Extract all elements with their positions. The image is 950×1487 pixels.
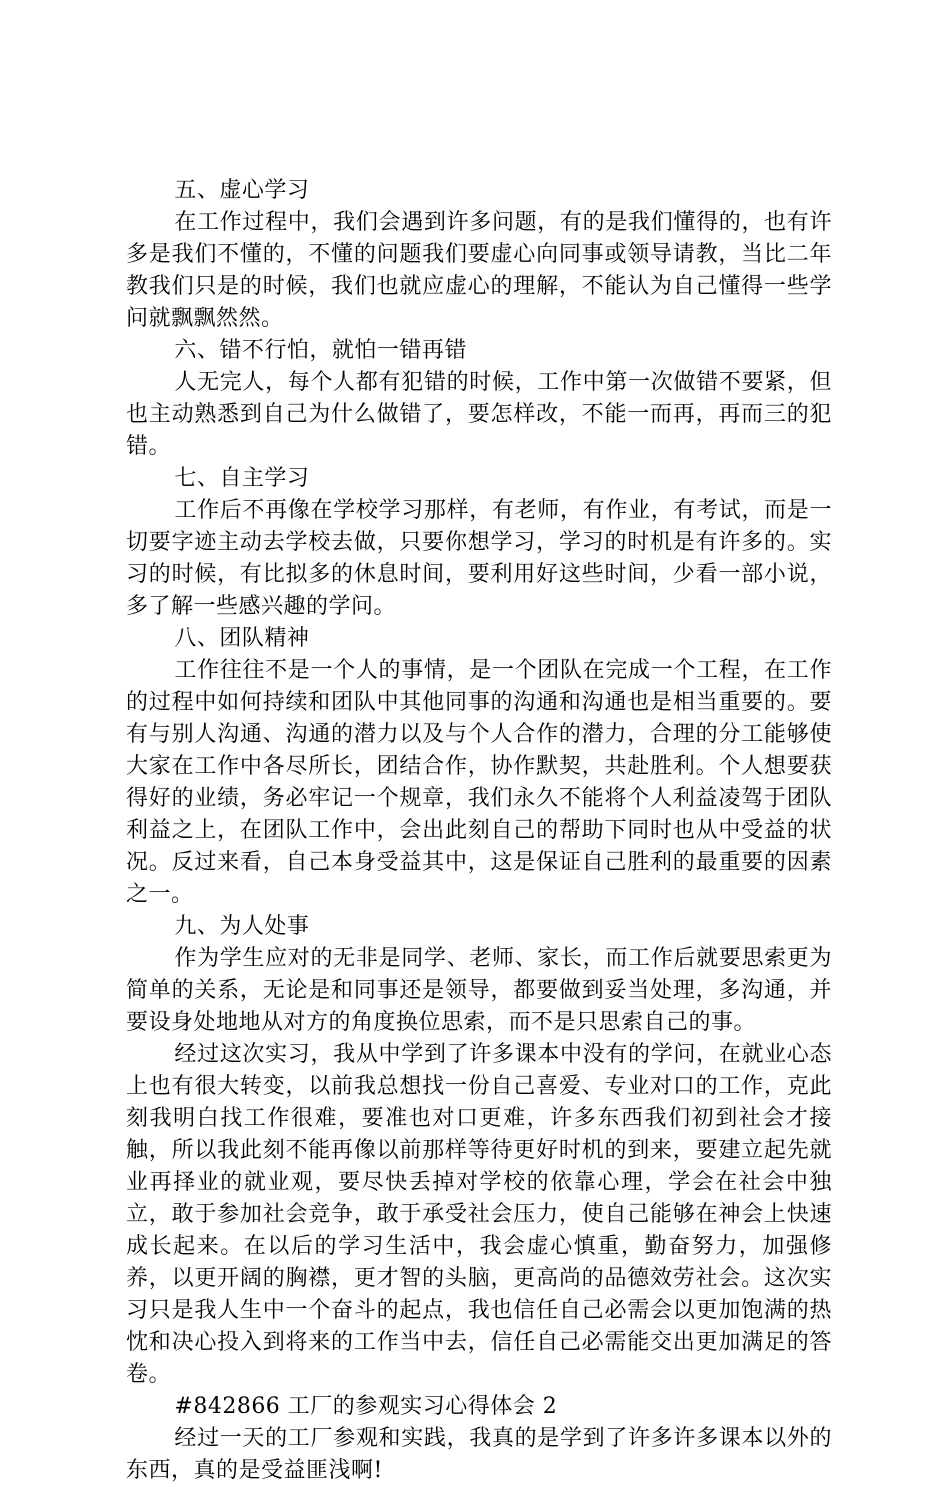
- paragraph-self-study: 工作后不再像在学校学习那样，有老师，有作业，有考试，而是一切要字迹主动去学校去做，只要你想学习，学习的时机是有许多的。实习的时候，有比拟多的休息时间，要利用好这些时间，少看一部小说，多了解一些感兴趣的学问。: [126, 498, 832, 619]
- paragraph-humble-learning: 在工作过程中，我们会遇到许多问题，有的是我们懂得的，也有许多是我们不懂的，不懂的问题我们要虚心向同事或领导请教，当比二年教我们只是的时候，我们也就应虚心的理解，不能认为自己懂得一些学问就飘飘然然。: [126, 210, 832, 331]
- section-heading-5: 五、虚心学习: [174, 178, 310, 203]
- section-heading-8: 八、团队精神: [174, 626, 310, 651]
- paragraph-summary: 经过这次实习，我从中学到了许多课本中没有的学问，在就业心态上也有很大转变，以前我总想找一份自己喜爱、专业对口的工作，克此刻我明白找工作很难，要准也对口更难，许多东西我们初到社会才接触，所以我此刻不能再像以前那样等待更好时机的到来，要建立起先就业再择业的就业观，要尽快丢掉对学校的依靠心理，学会在社会中独立，敢于参加社会竞争，敢于承受社会压力，使自己能够在神会上快速成长起来。在以后的学习生活中，我会虚心慎重，勤奋努力，加强修养，以更开阔的胸襟，更才智的头脑，更高尚的品德效劳社会。这次实习只是我人生中一个奋斗的起点，我也信任自己必需会以更加饱满的热忱和决心投入到将来的工作当中去，信任自己必需能交出更加满足的答卷。: [126, 1042, 832, 1387]
- paragraph-mistakes: 人无完人，每个人都有犯错的时候，工作中第一次做错不要紧，但也主动熟悉到自己为什么做错了，要怎样改，不能一而再，再而三的犯错。: [126, 370, 832, 459]
- paragraph-team-spirit: 工作往往不是一个人的事情，是一个团队在完成一个工程，在工作的过程中如何持续和团队中其他同事的沟通和沟通也是相当重要的。要有与别人沟通、沟通的潜力以及与个人合作的潜力，合理的分工能够使大家在工作中各尽所长，团结合作，协作默契，共赴胜利。个人想要获得好的业绩，务必牢记一个规章，我们永久不能将个人利益凌驾于团队利益之上，在团队工作中，会出此刻自己的帮助下同时也从中受益的状况。反过来看，自己本身受益其中，这是保证自己胜利的最重要的因素之一。: [126, 658, 832, 907]
- paragraph-conduct: 作为学生应对的无非是同学、老师、家长，而工作后就要思索更为简单的关系，无论是和同事还是领导，都要做到妥当处理，多沟通，并要设身处地地从对方的角度换位思索，而不是只思索自己的事。: [126, 946, 832, 1035]
- section-heading-9: 九、为人处事: [174, 914, 310, 939]
- section-heading-6: 六、错不行怕，就怕一错再错: [174, 338, 467, 363]
- article-title-2: #842866 工厂的参观实习心得体会 2: [174, 1394, 558, 1419]
- document-body: [126, 175, 832, 1487]
- section-heading-7: 七、自主学习: [174, 466, 310, 491]
- paragraph-factory-visit: 经过一天的工厂参观和实践，我真的是学到了许多许多课本以外的东西，真的是受益匪浅啊!: [126, 1426, 832, 1483]
